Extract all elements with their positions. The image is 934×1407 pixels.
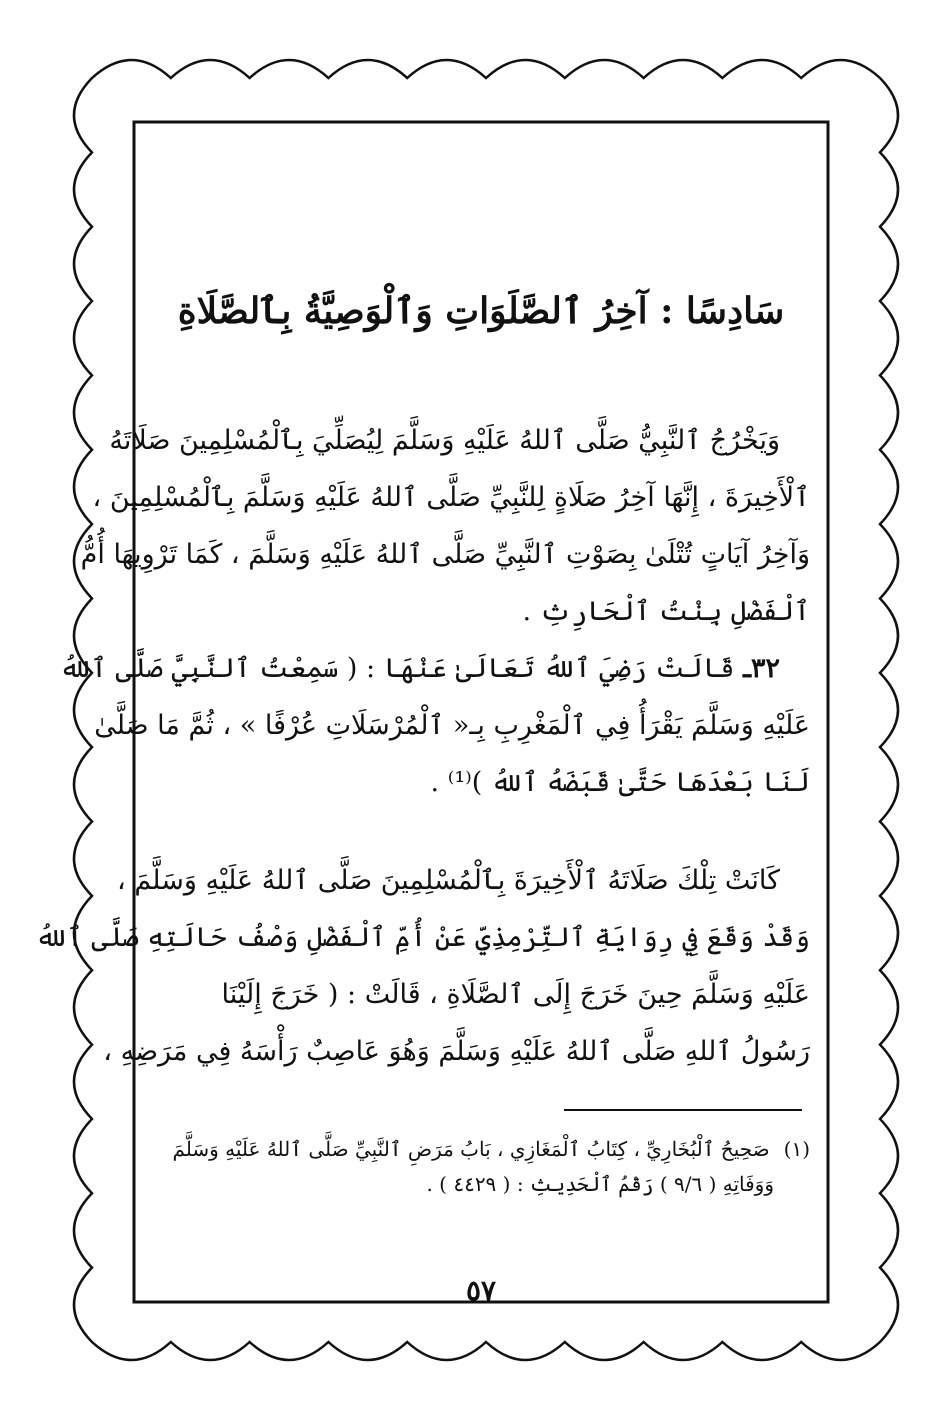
paragraph-2-hadith bbox=[59, 640, 810, 811]
hadith-text-start: قَالَتْ رَضِيَ ٱللهُ تَعَالَىٰ عَنْهَا : ( سَمِعْتُ ٱلنَّبِيَّ صَلَّى ٱللهُ bbox=[59, 653, 735, 684]
page-number: ٥٧ bbox=[465, 1274, 497, 1307]
paragraph-line: وَيَخْرُجُ ٱلنَّبِيُّ صَلَّى ٱللهُ عَلَيْهِ وَسَلَّمَ لِيُصَلِّيَ بِٱلْمُسْلِمِينَ صَلَاتَهُ bbox=[109, 425, 780, 456]
page-content bbox=[35, 122, 828, 1307]
footnote-marker: (١) bbox=[783, 1137, 810, 1161]
footnote bbox=[152, 1132, 810, 1202]
footnote-text: صَحِيحُ ٱلْبُخَارِيِّ ، كِتَابُ ٱلْمَغَازِي ، بَابُ مَرَضِ ٱلنَّبِيِّ صَلَّى ٱللهُ عَلَيْهِ وَسَلَّمَ bbox=[172, 1137, 770, 1161]
paragraph-3 bbox=[35, 852, 810, 1080]
paragraph-line: ٱلْفَضْلِ بِنْتُ ٱلْحَارِثِ . bbox=[522, 596, 810, 627]
paragraph-line: وَآخِرُ آيَاتٍ تُتْلَىٰ بِصَوْتِ ٱلنَّبِيِّ صَلَّى ٱللهُ عَلَيْهِ وَسَلَّمَ ، كَمَا تَرْوِيهَا أُمُّ bbox=[80, 539, 810, 570]
paragraph-line: عَلَيْهِ وَسَلَّمَ يَقْرَأُ فِي ٱلْمَغْرِبِ بِـ« ٱلْمُرْسَلَاتِ عُرْفًا » ، ثُمَّ مَا صَلَّىٰ bbox=[94, 710, 810, 741]
paragraph-line: وَقَدْ وَقَعَ فِي رِوَايَةِ ٱلتِّرْمِذِيِّ عَنْ أُمِّ ٱلْفَضْلِ وَصْفُ حَالَتِهِ صَلَّى ٱللهُ bbox=[35, 922, 810, 953]
paragraph-line: عَلَيْهِ وَسَلَّمَ حِينَ خَرَجَ إِلَى ٱلصَّلَاةِ ، قَالَتْ : ( خَرَجَ إِلَيْنَا bbox=[221, 979, 810, 1010]
paragraph-line: لَنَا بَعْدَهَا حَتَّىٰ قَبَضَهُ ٱللهُ )⁽¹⁾ . bbox=[430, 767, 810, 798]
section-heading: سَادِسًا : آخِرُ ٱلصَّلَوَاتِ وَٱلْوَصِيَّةُ بِٱلصَّلَاةِ bbox=[177, 290, 785, 332]
paragraph-line: رَسُولُ ٱللهِ صَلَّى ٱللهُ عَلَيْهِ وَسَلَّمَ وَهُوَ عَاصِبٌ رَأْسَهُ فِي مَرَضِهِ ، bbox=[103, 1036, 810, 1067]
footnote-line: وَوَفَاتِهِ ( ٩/٦ ) رَقْمُ ٱلْحَدِيثِ : ( ٤٤٢٩ ) . bbox=[426, 1172, 774, 1196]
paragraph-line bbox=[59, 640, 810, 697]
footnote-divider bbox=[564, 1109, 802, 1111]
paragraph-line: كَانَتْ تِلْكَ صَلَاتَهُ ٱلْأَخِيرَةَ بِٱلْمُسْلِمِينَ صَلَّى ٱللهُ عَلَيْهِ وَسَلَّمَ ، bbox=[117, 865, 780, 896]
paragraph-1 bbox=[80, 412, 810, 640]
footnote-line bbox=[152, 1132, 810, 1167]
paragraph-line: ٱلْأَخِيرَةَ ، إِنَّهَا آخِرُ صَلَاةٍ لِلنَّبِيِّ صَلَّى ٱللهُ عَلَيْهِ وَسَلَّمَ بِٱلْمُسْلِمِينَ ، bbox=[92, 482, 810, 513]
hadith-number: ٣٢ـ bbox=[743, 653, 780, 684]
